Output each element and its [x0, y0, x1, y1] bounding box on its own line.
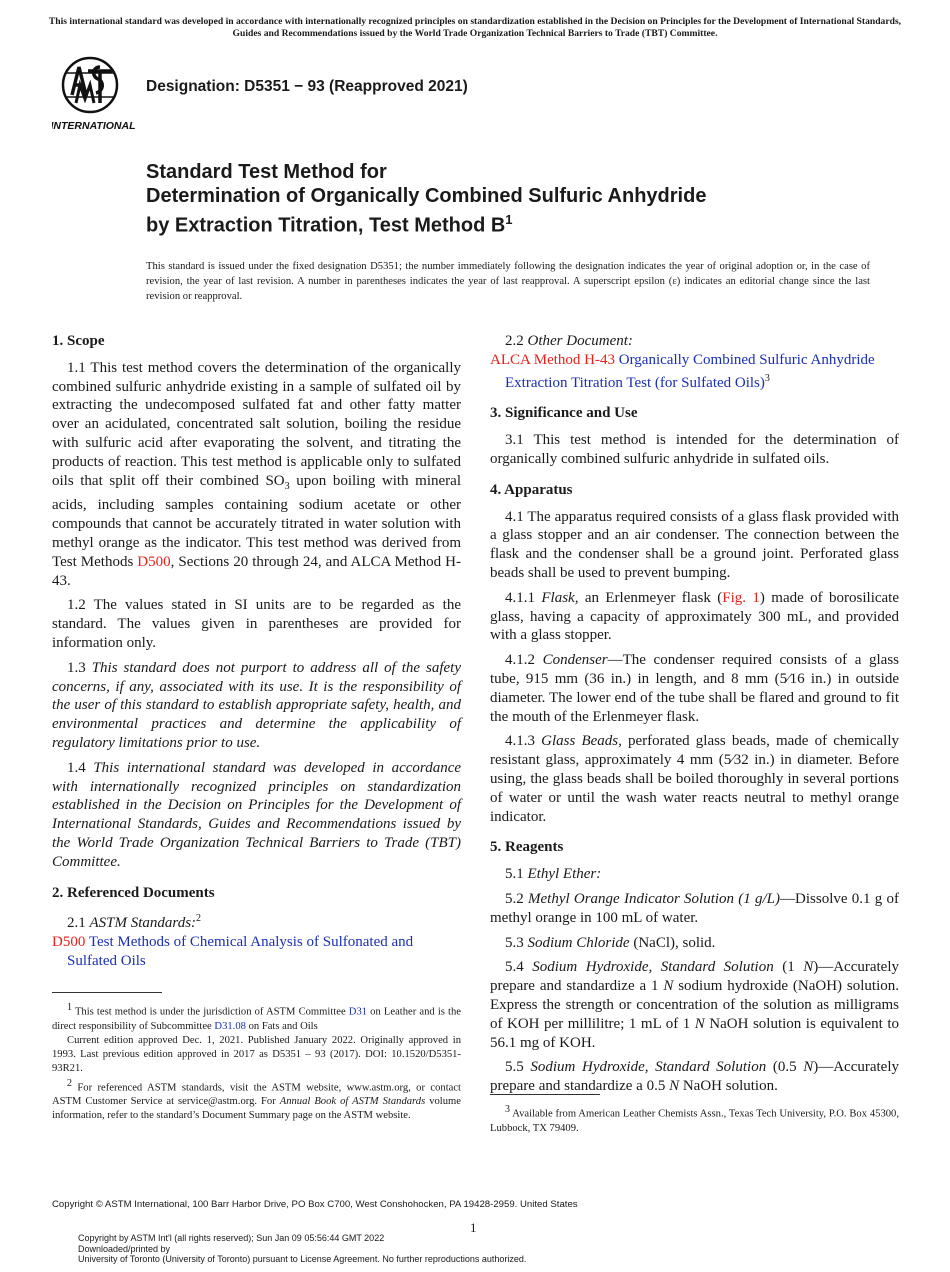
- section-text: an Erlenmeyer flask (: [578, 589, 723, 606]
- footnote-divider: [52, 992, 162, 993]
- section-text: )—Accurately prepare and standardize a 0.5: [490, 1059, 900, 1095]
- download-notice: [78, 1233, 526, 1265]
- footnote-text: on Fats and Oils: [245, 1020, 318, 1032]
- section-number: 5.4: [505, 959, 524, 976]
- section-2-1: [52, 910, 461, 933]
- section-3-1: [490, 431, 899, 469]
- footnote-1-edition: Current edition approved Dec. 1, 2021. Published January 2022. Originally approved in 1993. Last previous edition approved in 2017 as D5351 – 93 (2017). DOI: 10.1520/D5351-93R21.: [52, 1034, 461, 1075]
- astm-logo-icon: [52, 55, 136, 133]
- section-1-1: [52, 359, 461, 591]
- footnote-text-italic: Annual Book of ASTM Standards: [279, 1096, 426, 1108]
- section-5-3: [490, 934, 899, 953]
- section-1-4: [52, 759, 461, 872]
- top-notice: This international standard was developed in accordance with internationally recognized principles on standardization established in the Decision on Principles for the Development of International Standards, Guides and Recommendations issued by the World Trade Organization Technical Barriers to Trade (TBT) Committee.: [48, 16, 902, 39]
- section-text: sodium hydroxide (NaOH) solution. Express the strength or concentration of the solution as milligrams of KOH per millilitre; 1 mL of 1: [490, 978, 899, 1032]
- section-text: )—Accurately prepare and standardize a 1: [490, 959, 900, 995]
- section-text: This test method is intended for the determination of organically combined sulfuric anhydride in sulfated oils.: [490, 432, 899, 467]
- link-d31[interactable]: D31: [348, 1006, 368, 1018]
- section-number: 1.3: [67, 659, 86, 676]
- astm-logo: [52, 55, 136, 133]
- reference-d500[interactable]: [52, 933, 461, 971]
- footnote-2: [52, 1077, 461, 1124]
- link-d31-08[interactable]: D31.08: [214, 1020, 246, 1032]
- apparatus-heading: 4. Apparatus: [490, 481, 573, 498]
- reference-code[interactable]: ALCA Method H-43: [490, 351, 615, 368]
- section-number: 4.1.1: [505, 589, 535, 606]
- section-label: ASTM Standards:: [89, 915, 197, 932]
- section-4-1-1: [490, 589, 899, 645]
- section-text: The values stated in SI units are to be regarded as the standard. The values given in parentheses are provided for information only.: [52, 597, 461, 651]
- svg-text:INTERNATIONAL: INTERNATIONAL: [52, 120, 136, 132]
- download-line-2: Downloaded/printed by: [78, 1243, 171, 1254]
- section-number: 4.1.3: [505, 733, 535, 750]
- issue-note: This standard is issued under the fixed designation D5351; the number immediately following the designation indicates the year of original adoption or, in the case of revision, the year of last revision. A number in parentheses indicates the year of last reapproval. A superscript epsilon (ε) indicates an editorial change since the last revision or reapproval.: [146, 261, 870, 302]
- section-text: upon boiling with mineral acids, including samples containing sodium acetate or other compounds that cannot be accurately titrated in water solution with methyl orange as the indicator. This test method was derived from Test Methods: [52, 472, 461, 570]
- significance-heading: 3. Significance and Use: [490, 405, 638, 422]
- reference-alca[interactable]: [490, 351, 899, 393]
- footnote-3: [490, 1103, 899, 1136]
- section-number: 2.2: [505, 333, 524, 349]
- page-number: 1: [470, 1220, 477, 1235]
- footnote-mark: 1: [67, 1002, 72, 1013]
- section-text: (NaCl), solid.: [629, 934, 716, 951]
- reagents-heading: 5. Reagents: [490, 839, 564, 856]
- section-2-2: [490, 332, 899, 351]
- normality-symbol: N: [669, 1078, 680, 1095]
- section-5-2: [490, 890, 899, 928]
- footnotes-right: [490, 1094, 899, 1136]
- title-footnote-mark: 1: [505, 212, 513, 227]
- section-number: 5.2: [505, 890, 524, 907]
- link-fig-1[interactable]: Fig. 1: [722, 589, 760, 606]
- section-text: This standard does not purport to address all of the safety concerns, if any, associated with its use. It is the responsibility of the user of this standard to establish appropriate safety, health, and environmental practices and determine the applicability of regulatory limitations prior to use.: [52, 659, 462, 751]
- section-text: —The condenser required consists of a glass tube, 915 mm (36 in.) in length, and 8 mm (5⁄16 in.) in outside diameter. The lower end of the tube shall be flared and ground to fit the mouth of the Erlenmeyer flask.: [490, 652, 899, 725]
- footnote-text: on Leather and is the direct responsibility of Subcommittee: [52, 1006, 461, 1032]
- section-text: (0.5: [766, 1059, 804, 1076]
- footnote-text: For referenced ASTM standards, visit the ASTM website, www.astm.org, or contact ASTM Customer Service at service@astm.org. For: [52, 1082, 461, 1108]
- footnote-text: volume information, refer to the standard’s Document Summary page on the ASTM website.: [52, 1096, 461, 1122]
- section-number: 5.1: [505, 866, 524, 883]
- section-4-1-2: [490, 651, 899, 726]
- section-4-1-3: [490, 732, 899, 826]
- section-text: NaOH solution is equivalent to 56.1 mg of KOH.: [490, 1015, 899, 1051]
- section-5-4: [490, 958, 899, 1052]
- footnote-mark: 3: [764, 372, 770, 384]
- title-line-3: [146, 208, 866, 238]
- normality-symbol: N: [803, 959, 814, 976]
- section-text: The apparatus required consists of a glass flask provided with a glass stopper and an air condenser. The connection between the flask and the condenser shall be a ground joint. Perforated glass beads shall be used to prevent bumping.: [490, 508, 899, 581]
- section-text: NaOH solution.: [679, 1078, 778, 1095]
- section-label: Glass Beads,: [541, 733, 622, 750]
- scope-heading: 1. Scope: [52, 333, 105, 349]
- title-line-3-text: by Extraction Titration, Test Method B: [146, 214, 506, 237]
- footnote-mark: 2: [196, 913, 202, 925]
- document-title: [146, 160, 866, 238]
- section-label: Ethyl Ether:: [527, 866, 602, 883]
- section-number: 1.4: [67, 759, 86, 776]
- section-text: , Sections 20 through 24, and ALCA Method H-43.: [52, 553, 461, 589]
- section-text: (1: [773, 959, 804, 976]
- reference-code[interactable]: D500: [52, 934, 86, 951]
- section-text: This test method covers the determination of the organically combined sulfuric anhydride existing in a sample of sulfated oil by extracting the undecomposed sulfated fat and other fatty matter over an acidulated, concentrated salt solution, boiling the residue with sulfuric acid after evaporating the solvent, and titrating the products of reaction. This test method is applicable only to sulfated oils that split off their combined SO: [52, 359, 462, 489]
- left-column: [52, 332, 461, 977]
- subscript: 3: [284, 480, 290, 492]
- title-line-1: Standard Test Method for: [146, 161, 387, 183]
- section-number: 4.1: [505, 508, 524, 525]
- footnote-text: This test method is under the jurisdiction of ASTM Committee: [72, 1006, 349, 1018]
- section-number: 4.1.2: [505, 652, 535, 669]
- section-number: 5.5: [505, 1059, 524, 1076]
- section-5-5: [490, 1058, 899, 1096]
- normality-symbol: N: [694, 1015, 705, 1032]
- reference-title[interactable]: Organically Combined Sulfuric Anhydride Extraction Titration Test (for Sulfated Oils): [505, 351, 875, 391]
- footnote-divider: [490, 1094, 600, 1095]
- link-d500[interactable]: D500: [137, 553, 171, 570]
- normality-symbol: N: [803, 1059, 814, 1076]
- footnote-mark: 2: [67, 1077, 72, 1089]
- section-label: Condenser: [542, 652, 608, 669]
- section-label: Methyl Orange Indicator Solution (1 g/L): [528, 890, 781, 907]
- section-1-3: [52, 659, 461, 753]
- section-text: perforated glass beads, made of chemically resistant glass, approximately 4 mm (5⁄32 in.) in diameter. Before using, the glass beads shall be boiled thoroughly in several portions of water or until the wash water reacts neutral to methyl orange indicator.: [490, 733, 900, 825]
- reference-title[interactable]: Test Methods of Chemical Analysis of Sulfonated and Sulfated Oils: [67, 934, 414, 969]
- footnote-1: [52, 1001, 461, 1034]
- right-column: [490, 332, 899, 1102]
- referenced-documents-heading: 2. Referenced Documents: [52, 884, 215, 901]
- section-4-1: [490, 508, 899, 583]
- normality-symbol: N: [663, 978, 674, 995]
- section-text: ) made of borosilicate glass, having a capacity of approximately 300 mL, and provided with a glass stopper.: [490, 589, 899, 644]
- download-line-3: University of Toronto (University of Toronto) pursuant to License Agreement. No further reproductions authorized.: [78, 1254, 527, 1264]
- section-1-2: [52, 596, 461, 652]
- section-text: —Dissolve 0.1 g of methyl orange in 100 mL of water.: [490, 890, 900, 926]
- download-line-1: Copyright by ASTM Int'l (all rights reserved); Sun Jan 09 05:56:44 GMT 2022: [78, 1233, 385, 1243]
- title-line-2: Determination of Organically Combined Sulfuric Anhydride: [146, 185, 707, 207]
- section-label: Sodium Hydroxide, Standard Solution: [530, 1059, 767, 1076]
- section-label: Other Document:: [527, 333, 633, 349]
- footnote-mark: 3: [505, 1104, 510, 1115]
- copyright-line: Copyright © ASTM International, 100 Barr Harbor Drive, PO Box C700, West Conshohocken, PA 19428-2959. United States: [52, 1199, 578, 1210]
- designation: Designation: D5351 − 93 (Reapproved 2021): [146, 78, 468, 95]
- footnote-text: Available from American Leather Chemists Assn., Texas Tech University, P.O. Box 45300, Lubbock, TX 79409.: [490, 1108, 899, 1134]
- section-number: 3.1: [505, 432, 524, 449]
- section-number: 1.1: [67, 359, 86, 376]
- section-label: Flask,: [541, 589, 579, 606]
- section-label: Sodium Chloride: [527, 934, 630, 951]
- section-number: 5.3: [505, 934, 524, 951]
- section-number: 1.2: [67, 597, 86, 614]
- footnotes-left: [52, 992, 461, 1124]
- section-number: 2.1: [67, 915, 86, 932]
- section-text: This international standard was developed in accordance with internationally recognized principles on standardization established in the Decision on Principles for the Development of International Standards, Guides and Recommendations issued by the World Trade Organization Technical Barriers to Trade (TBT) Committee.: [52, 759, 462, 870]
- section-5-1: [490, 865, 899, 884]
- section-label: Sodium Hydroxide, Standard Solution: [532, 959, 774, 976]
